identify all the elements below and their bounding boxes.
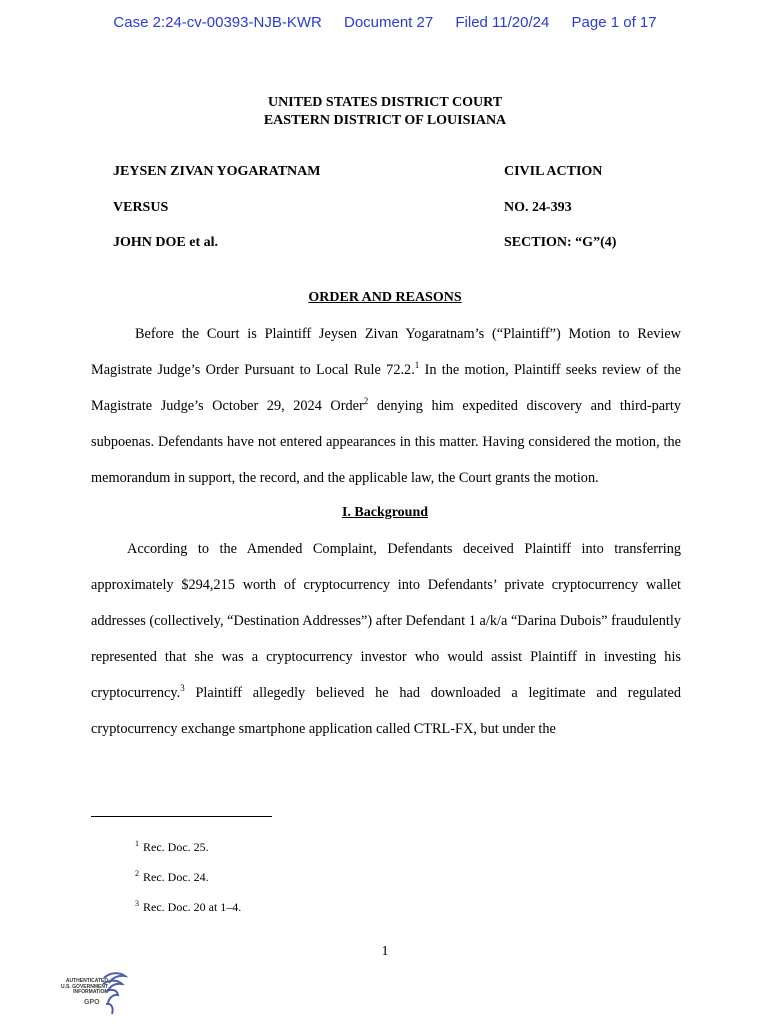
seal-text: AUTHENTICATED U.S. GOVERNMENT INFORMATION — [61, 978, 108, 996]
filed-date: Filed 11/20/24 — [455, 14, 550, 31]
seal-abbr: GPO — [84, 999, 100, 1006]
court-name — [0, 94, 770, 130]
case-number: Case 2:24-cv-00393-NJB-KWR — [113, 14, 322, 31]
footnote-divider — [91, 816, 272, 817]
footnote-ref-1: 1 — [414, 360, 420, 370]
defendant-name: JOHN DOE et al. — [113, 235, 218, 250]
footnote-2: $^2$ Rec. Doc. 24. — [135, 869, 209, 884]
civil-action-label: CIVIL ACTION — [504, 164, 603, 179]
footnote-ref-2: 2 — [363, 396, 369, 406]
footnote-3: $^3$ Rec. Doc. 20 at 1–4. — [135, 899, 242, 914]
ecf-header — [0, 14, 770, 31]
court-line-2: EASTERN DISTRICT OF LOUISIANA — [263, 113, 507, 128]
document-number: Document 27 — [343, 14, 434, 31]
page-count: Page 1 of 17 — [571, 14, 657, 31]
background-paragraph: According to the Amended Complaint, Defendants deceived Plaintiff into transferring approximately $294,215 worth of cryptocurrency into Defendants’ private cryptocurrency wallet addresses (collectively, “Destination Addresses”) after Defendant 1 a/k/a “Darina Dubois” fraudulently represented that she was a cryptocurrency investor who would assist Plaintiff in investing his cryptocurrency.$^3$ Plaintiff allegedly believed he had downloaded a legitimate and regulated cryptocurrency exchange smartphone application called CTRL-FX, but under the — [91, 541, 681, 737]
section-heading: I. Background — [341, 505, 429, 520]
court-line-1: UNITED STATES DISTRICT COURT — [267, 95, 503, 110]
docket-number: NO. 24-393 — [504, 200, 572, 215]
plaintiff-name: JEYSEN ZIVAN YOGARATNAM — [113, 164, 321, 179]
eagle-icon — [100, 970, 128, 1016]
document-title: ORDER AND REASONS — [308, 290, 462, 305]
footnote-1: $^1$ Rec. Doc. 25. — [135, 839, 209, 854]
intro-paragraph: Before the Court is Plaintiff Jeysen Zivan Yogaratnam’s (“Plaintiff”) Motion to Review Magistrate Judge’s Order Pursuant to Local Rule 72.2.$^1$ In the motion, Plaintiff seeks review of the Magistrate Judge’s October 29, 2024 Order$^2$ denying him expedited discovery and third-party subpoenas. Defendants have not entered appearances in this matter. Having considered the motion, the memorandum in support, the record, and the applicable law, the Court grants the motion. — [91, 326, 681, 486]
section-label: SECTION: “G”(4) — [504, 235, 617, 250]
versus-label: VERSUS — [113, 200, 169, 215]
gpo-authentication-seal — [44, 970, 128, 1018]
page-number: 1 — [381, 944, 389, 959]
footnote-ref-3: 3 — [180, 683, 185, 693]
